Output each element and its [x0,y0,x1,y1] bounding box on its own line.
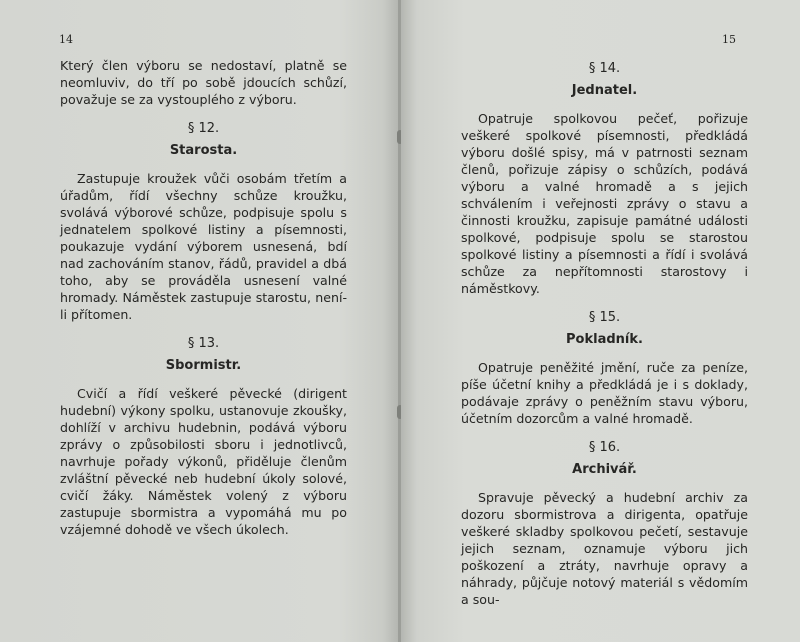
section-paragraph: Cvičí a řídí veškeré pěvecké (dirigent hudební) výkony spolku, ustanovuje zkoušky, dohlíží v archivu hudebnin, podává výboru zprávy o způsobilosti sboru i jednotlivců, navrhuje pořady výkonů, přiděluje členům zvláštní pěvecké neb hudební úkoly solové, cvičí žáky. Náměstek volený z výboru zastupuje sbormistra a vypomáhá mu po vzájemné dohodě ve všech úkolech. [60,386,347,537]
section-12 [60,120,347,323]
section-title: Pokladník. [566,332,643,347]
left-page [0,0,399,642]
text-column [461,60,748,608]
page-number: 14 [59,33,73,46]
page-number: 15 [722,33,736,46]
section-title: Jednatel. [571,83,638,98]
section-14 [461,60,748,297]
section-heading: § 13. [187,336,220,351]
section-13 [60,335,347,538]
section-paragraph: Opatruje peněžité jmění, ruče za peníze, píše účetní knihy a předkládá je i s doklady, podávaje zprávy o peněžním stavu výboru, účetním dozorcům a valné hromadě. [461,360,748,426]
section-heading: § 12. [187,121,220,136]
section-heading: § 16. [588,440,621,455]
section-paragraph: Opatruje spolkovou pečeť, pořizuje veškeré spolkové písemnosti, předkládá výboru došlé spisy, má v patrnosti seznam členů, pořizuje zápisy o schůzích, podává výboru a valné hromadě a s jejich schválením i veřejnosti zprávy o stavu a činnosti kroužku, zapisuje památné události spolkové, podpisuje spolu se starostou spolkové listiny a písemnosti a řídí i svolává schůze za nepřítomnosti starostovy i náměstkovy. [461,111,748,296]
section-paragraph: Zastupuje kroužek vůči osobám třetím a úřadům, řídí všechny schůze kroužku, svolává výborové schůze, podpisuje spolu s jednatelem spolkové listiny a písemnosti, poukazuje vydání výborem usnesená, bdí nad zachováním stanov, řádů, pravidel a dbá toho, aby se prováděla usnesení valné hromady. Náměstek zastupuje starostu, není-li přítomen. [60,171,347,322]
section-title: Archivář. [572,462,637,477]
section-heading: § 15. [588,310,621,325]
section-15 [461,309,748,427]
text-column [60,57,347,538]
right-page [401,0,800,642]
section-title: Starosta. [169,143,238,158]
section-paragraph: Spravuje pěvecký a hudební archiv za dozoru sbormistrova a dirigenta, opatřuje veškeré skladby spolkovou pečetí, sestavuje jejich seznam, oznamuje výboru jich poškození a ztráty, navrhuje opravy a náhrady, půjčuje notový materiál s vědomím a sou- [461,490,748,607]
section-heading: § 14. [588,61,621,76]
intro-paragraph: Který člen výboru se nedostaví, platně se neomluviv, do tří po sobě jdoucích schůzí, považuje se za vystouplého z výboru. [60,58,347,107]
section-16 [461,439,748,608]
section-title: Sbormistr. [165,358,242,373]
